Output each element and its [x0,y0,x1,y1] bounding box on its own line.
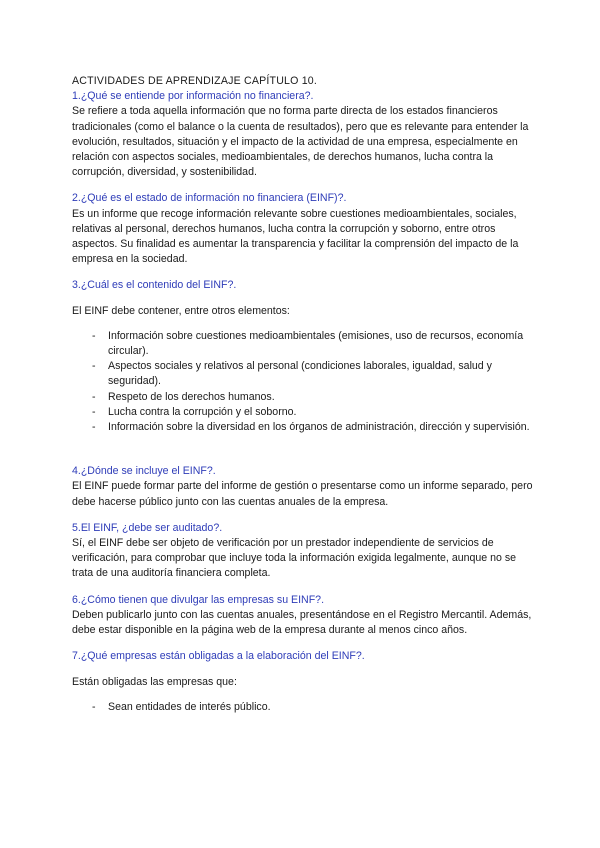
content-list [72,329,540,435]
section-7 [72,649,540,715]
list-item: - Aspectos sociales y relativos al personal (condiciones laborales, igualdad, salud y seguridad). [92,359,540,389]
answer-7-intro: Están obligadas las empresas que: [72,675,237,688]
question-5: 5.El EINF, ¿debe ser auditado?. [72,521,223,534]
section-4 [72,464,540,510]
question-2: 2.¿Qué es el estado de información no financiera (EINF)?. [72,192,347,205]
section-5 [72,521,540,582]
spacer [72,446,540,464]
obligated-list [72,700,540,715]
section-6 [72,593,540,639]
section-3 [72,278,540,435]
list-item: - Información sobre la diversidad en los órganos de administración, dirección y supervisión. [92,420,540,435]
answer-5: Sí, el EINF debe ser objeto de verificación por un prestador independiente de servicios de verificación, para comprobar que incluye toda la información exigida legalmente, aunque no se trata de una auditoría financiera completa. [72,537,517,580]
section-2 [72,191,540,267]
question-4: 4.¿Dónde se incluye el EINF?. [72,465,216,478]
list-item: - Sean entidades de interés público. [92,700,540,715]
list-item: - Respeto de los derechos humanos. [92,390,540,405]
answer-1: Se refiere a toda aquella información que no forma parte directa de los estados financieros tradicionales (como el balance o la cuenta de resultados), pero que es relevante para entender la evolución, resultados, situación y el impacto de la actividad de una empresa, especialmente en relación con aspectos sociales, medioambientales, de derechos humanos, lucha contra la corrupción, diversidad, y sostenibilidad. [72,105,529,179]
answer-6: Deben publicarlo junto con las cuentas anuales, presentándose en el Registro Mercantil. Además, debe estar disponible en la página web de la empresa durante al menos cinco años. [72,608,532,637]
question-6: 6.¿Cómo tienen que divulgar las empresas su EINF?. [72,593,325,606]
answer-2: Es un informe que recoge información relevante sobre cuestiones medioambientales, sociales, relativas al personal, derechos humanos, lucha contra la corrupción y soborno, entre otros aspectos. Su finalidad es aumentar la transparencia y facilitar la comprensión del impacto de la empresa en la sociedad. [72,207,519,266]
list-item: - Información sobre cuestiones medioambientales (emisiones, uso de recursos, economía circular). [92,329,540,359]
document-title: ACTIVIDADES DE APRENDIZAJE CAPÍTULO 10. [72,75,318,87]
list-item: - Lucha contra la corrupción y el soborno. [92,405,540,420]
question-1: 1.¿Qué se entiende por información no financiera?. [72,90,314,103]
question-3: 3.¿Cuál es el contenido del EINF?. [72,279,237,292]
answer-3-intro: El EINF debe contener, entre otros elementos: [72,304,290,317]
answer-4: El EINF puede formar parte del informe de gestión o presentarse como un informe separado, pero debe hacerse público junto con las cuentas anuales de la empresa. [72,480,533,508]
section-1 [72,89,540,180]
question-7: 7.¿Qué empresas están obligadas a la elaboración del EINF?. [72,650,365,663]
